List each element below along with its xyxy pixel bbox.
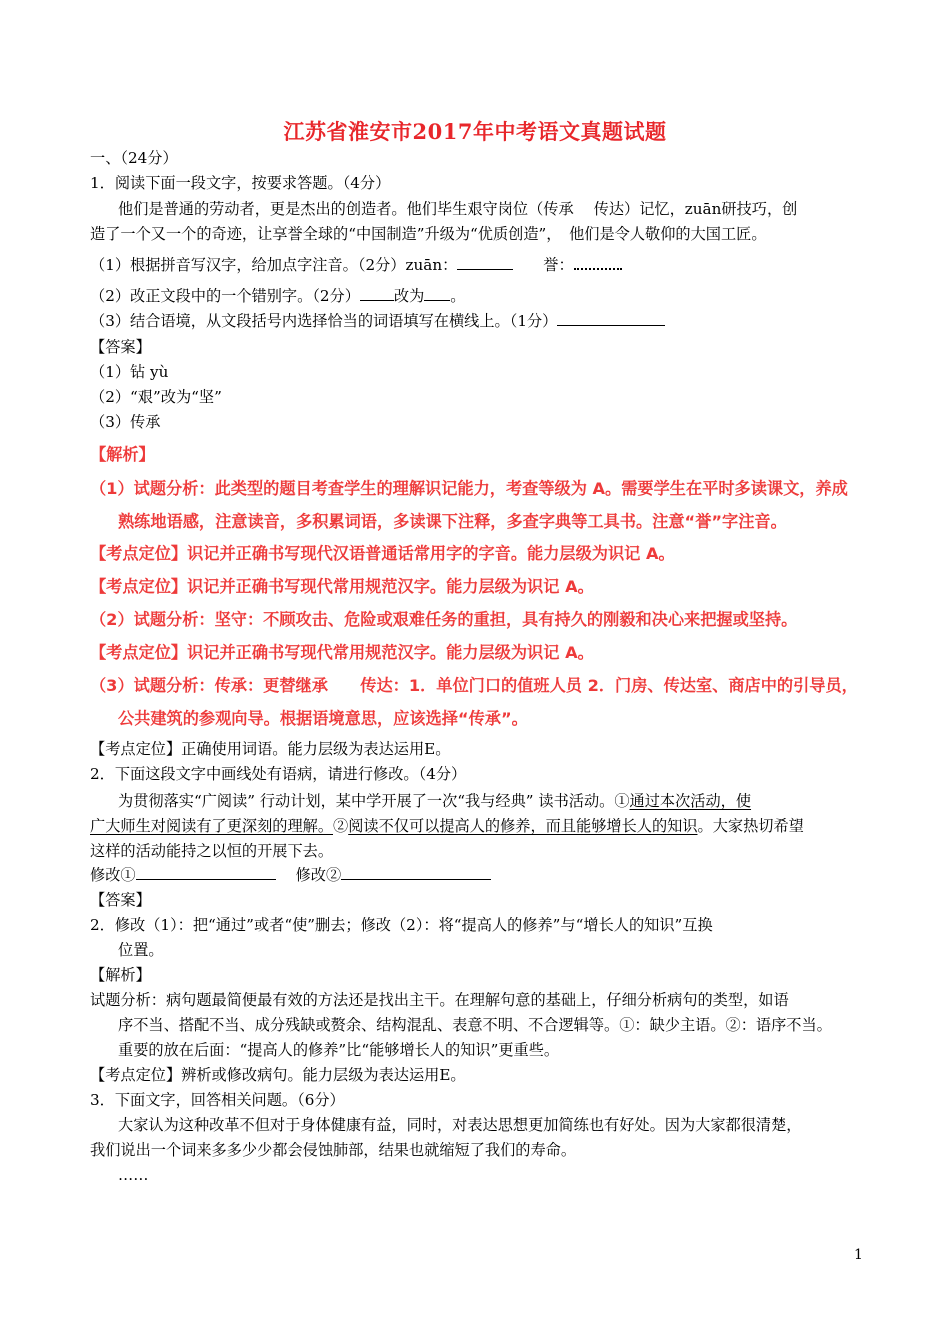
answer-label: 【答案】 [90, 891, 151, 909]
q3-passage-line-1: 大家认为这种改革不但对于身体健康有益，同时，对表达思想更加简练也有好处。因为大家都很清楚， [118, 1116, 802, 1134]
document-title: 江苏省淮安市2017年中考语文真题试题 [283, 119, 667, 144]
answer-blank[interactable] [341, 865, 491, 880]
q2-passage-line-2 [90, 815, 804, 837]
q2-text: 。大家热切希望 [697, 817, 804, 835]
question-3-heading: 3．下面文字，回答相关问题。（6分） [90, 1091, 345, 1109]
q1-sub-2 [90, 285, 465, 307]
q1-sub-2-text-c: 。 [450, 287, 466, 305]
key-point-5: 【考点定位】辨析或修改病句。能力层级为表达运用E。 [90, 1066, 466, 1084]
q2-marker: ② [333, 817, 349, 835]
underlined-sentence-1: 通过本次活动，使 [629, 792, 752, 810]
q1-passage-line-1: 他们是普通的劳动者，更是杰出的创造者。他们毕生艰守岗位（传承 传达）记忆，zuān研技巧，创 [118, 200, 798, 218]
answer-3: （3）传承 [90, 413, 161, 431]
answer-blank[interactable] [360, 286, 394, 301]
q2-answer-line-1: 2．修改（1）：把“通过”或者“使”删去；修改（2）：将“提高人的修养”与“增长人的知识”互换 [90, 916, 713, 934]
q1-sub-1-text-b: 誉： [543, 256, 574, 274]
q1-sub-3 [90, 310, 665, 332]
q2-passage-line-3: 这样的活动能持之以恒的开展下去。 [90, 842, 333, 860]
q1-sub-1 [90, 254, 622, 276]
fix-1-label: 修改① [90, 866, 136, 884]
q3-passage-line-2: 我们说出一个词来多多少少都会侵蚀肺部，结果也就缩短了我们的寿命。 [90, 1141, 576, 1159]
key-point-4: 【考点定位】正确使用词语。能力层级为表达运用E。 [90, 740, 451, 758]
answer-blank[interactable] [136, 865, 276, 880]
q1-sub-3-text: （3）结合语境，从文段括号内选择恰当的词语填写在横线上。（1分） [90, 312, 558, 330]
answer-blank-dotted[interactable] [574, 256, 622, 270]
analysis-3-line-2: 公共建筑的参观向导。根据语境意思，应该选择“传承”。 [118, 709, 528, 728]
q1-sub-2-text: （2）改正文段中的一个错别字。（2分） [90, 287, 360, 305]
page-number: 1 [854, 1247, 863, 1263]
answer-blank[interactable] [557, 311, 665, 326]
key-point-1: 【考点定位】识记并正确书写现代汉语普通话常用字的字音。能力层级为识记 A。 [90, 544, 675, 563]
section-heading: 一、（24分） [90, 149, 178, 167]
q2-passage-line-1 [118, 790, 751, 812]
key-point-3: 【考点定位】识记并正确书写现代常用规范汉字。能力层级为识记 A。 [90, 643, 594, 662]
answer-blank[interactable] [457, 255, 513, 270]
question-2-heading: 2．下面这段文字中画线处有语病，请进行修改。（4分） [90, 765, 467, 783]
key-point-2: 【考点定位】识记并正确书写现代常用规范汉字。能力层级为识记 A。 [90, 577, 594, 596]
q1-sub-1-text: （1）根据拼音写汉字，给加点字注音。（2分）zuān： [90, 256, 458, 274]
q1-passage-line-2: 造了一个又一个的奇迹，让享誉全球的“中国制造”升级为“优质创造”， 他们是令人敬仰的大国工匠。 [90, 225, 767, 243]
analysis-label: 【解析】 [90, 445, 155, 464]
fix-2-label: 修改② [295, 866, 342, 884]
analysis-1-line-1: （1）试题分析：此类型的题目考查学生的理解识记能力，考查等级为 A。需要学生在平时多读课文，养成 [90, 479, 848, 498]
answer-1: （1）钻 yù [90, 363, 169, 381]
underlined-sentence-2: 阅读不仅可以提高人的修养，而且能够增长人的知识 [348, 817, 698, 835]
answer-label: 【答案】 [90, 338, 151, 356]
answer-blank[interactable] [424, 286, 450, 301]
q2-analysis-line-3: 重要的放在后面：“提高人的修养”比“能够增长人的知识”更重些。 [118, 1041, 560, 1059]
analysis-3-line-1: （3）试题分析：传承：更替继承 传达：1．单位门口的值班人员 2．门房、传达室、商店中的引导员， [90, 676, 858, 695]
question-1-heading: 1．阅读下面一段文字，按要求答题。（4分） [90, 174, 391, 192]
q3-ellipsis: …… [118, 1166, 149, 1184]
q2-analysis-line-1: 试题分析：病句题最简便最有效的方法还是找出主干。在理解句意的基础上，仔细分析病句的类型，如语 [90, 991, 789, 1009]
underlined-sentence-1-cont: 广大师生对阅读有了更深刻的理解。 [90, 817, 333, 835]
q1-sub-2-text-b: 改为 [393, 287, 425, 305]
q2-analysis-line-2: 序不当、搭配不当、成分残缺或赘余、结构混乱、表意不明、不合逻辑等。①：缺少主语。②：语序不当。 [118, 1016, 832, 1034]
analysis-1-line-2: 熟练地语感，注意读音，多积累词语，多读课下注释，多查字典等工具书。注意“誉”字注音。 [118, 512, 787, 531]
q2-fix-lines [90, 864, 491, 886]
q2-text: 为贯彻落实“广阅读” 行动计划，某中学开展了一次“我与经典” 读书活动。① [118, 792, 630, 810]
analysis-2: （2）试题分析：坚守：不顾攻击、危险或艰难任务的重担，具有持久的刚毅和决心来把握或坚持。 [90, 610, 798, 629]
analysis-label: 【解析】 [90, 966, 151, 984]
q2-answer-line-2: 位置。 [118, 941, 164, 959]
answer-2: （2）“艰”改为“坚” [90, 388, 222, 406]
